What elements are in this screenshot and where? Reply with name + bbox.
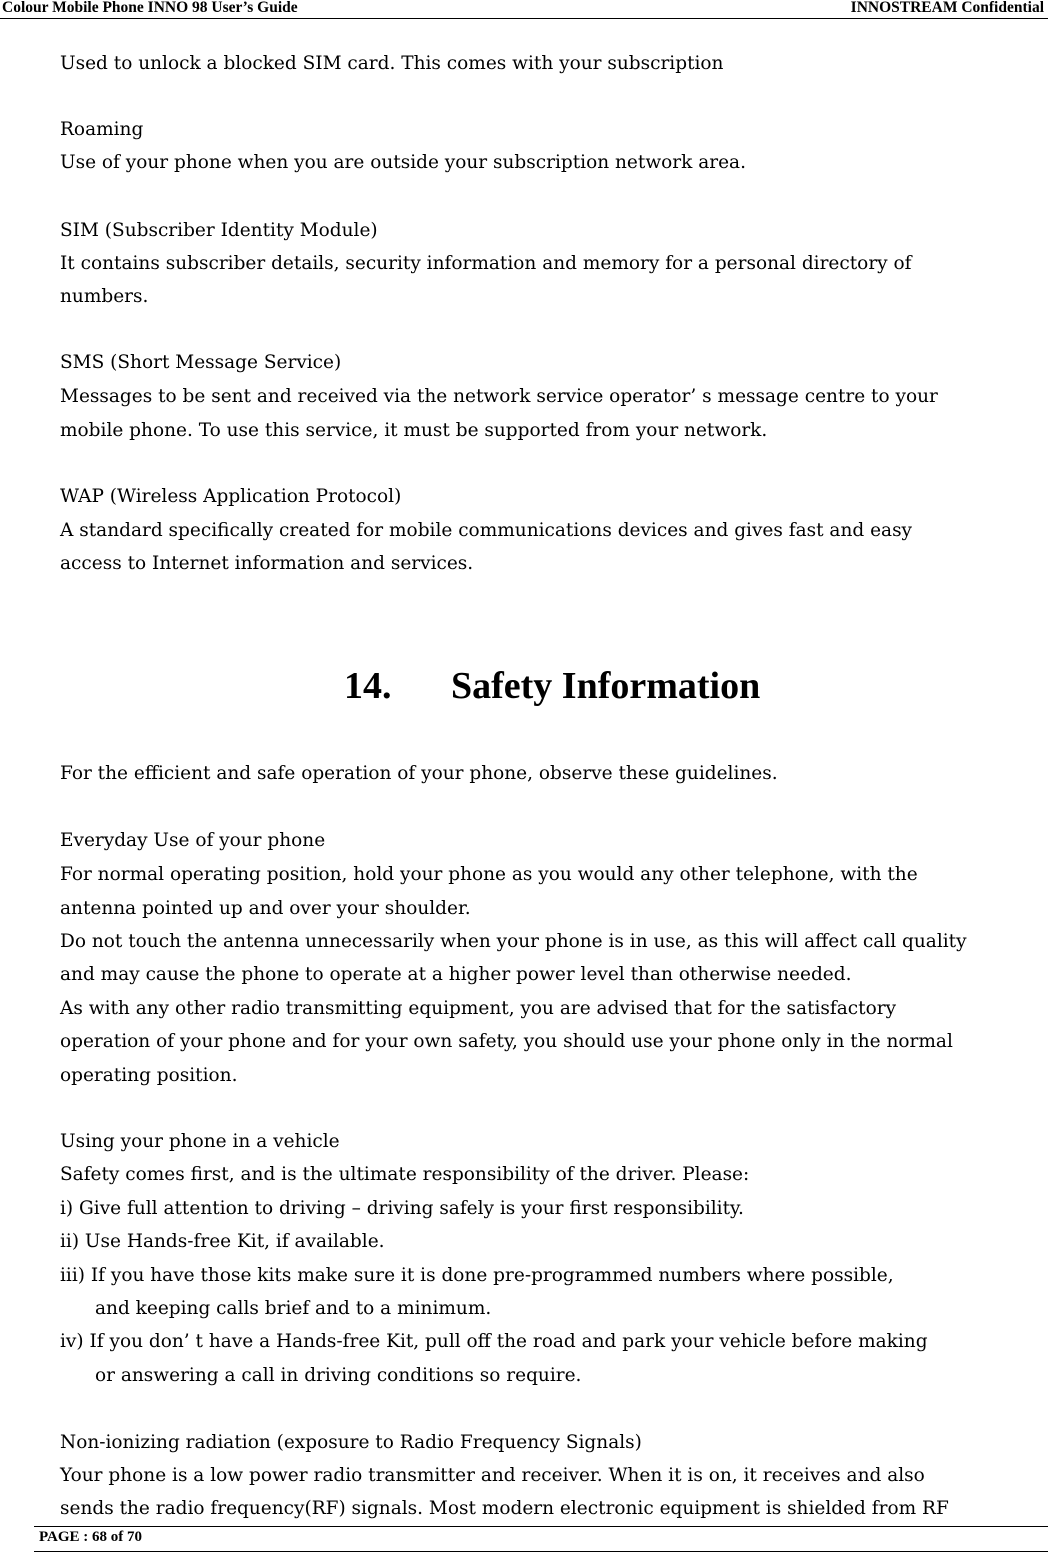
sim-description-line: numbers. xyxy=(60,286,149,307)
page-header xyxy=(0,0,1048,19)
section-intro: For the efficient and safe operation of your phone, observe these guidelines. xyxy=(60,763,778,784)
vehicle-line: iii) If you have those kits make sure it is done pre-programmed numbers where possible, xyxy=(60,1265,894,1286)
vehicle-title: Using your phone in a vehicle xyxy=(60,1131,340,1152)
everyday-line: operating position. xyxy=(60,1065,238,1086)
everyday-line: As with any other radio transmitting equipment, you are advised that for the satisfactory xyxy=(60,998,897,1019)
everyday-line: For normal operating position, hold your phone as you would any other telephone, with the xyxy=(60,864,918,885)
sim-term: SIM (Subscriber Identity Module) xyxy=(60,220,378,241)
section-title: Safety Information xyxy=(451,665,761,707)
everyday-line: Do not touch the antenna unnecessarily when your phone is in use, as this will affect call quality xyxy=(60,931,967,952)
puk-description: Used to unlock a blocked SIM card. This comes with your subscription xyxy=(60,53,724,74)
vehicle-line: ii) Use Hands-free Kit, if available. xyxy=(60,1231,385,1252)
vehicle-line: Safety comes first, and is the ultimate responsibility of the driver. Please: xyxy=(60,1164,750,1185)
radiation-line: sends the radio frequency(RF) signals. Most modern electronic equipment is shielded from RF xyxy=(60,1498,949,1519)
sms-term: SMS (Short Message Service) xyxy=(60,352,342,373)
everyday-line: antenna pointed up and over your shoulder. xyxy=(60,898,471,919)
section-heading xyxy=(0,664,1048,712)
sim-description-line: It contains subscriber details, security information and memory for a personal directory of xyxy=(60,253,912,274)
roaming-term: Roaming xyxy=(60,119,144,140)
page-footer xyxy=(34,1526,1048,1552)
section-number: 14. xyxy=(344,665,392,707)
everyday-title: Everyday Use of your phone xyxy=(60,830,326,851)
vehicle-line: or answering a call in driving conditions so require. xyxy=(95,1365,582,1386)
everyday-line: and may cause the phone to operate at a higher power level than otherwise needed. xyxy=(60,964,852,985)
wap-description-line: A standard specifically created for mobile communications devices and gives fast and easy xyxy=(60,520,913,541)
header-doc-title: Colour Mobile Phone INNO 98 User’s Guide xyxy=(2,0,298,16)
sms-description-line: Messages to be sent and received via the network service operator’ s message centre to your xyxy=(60,386,938,407)
radiation-title: Non-ionizing radiation (exposure to Radio Frequency Signals) xyxy=(60,1432,642,1453)
wap-description-line: access to Internet information and services. xyxy=(60,553,474,574)
everyday-line: operation of your phone and for your own safety, you should use your phone only in the normal xyxy=(60,1031,953,1052)
wap-term: WAP (Wireless Application Protocol) xyxy=(60,486,402,507)
sms-description-line: mobile phone. To use this service, it must be supported from your network. xyxy=(60,420,768,441)
vehicle-line: iv) If you don’ t have a Hands-free Kit, pull off the road and park your vehicle before making xyxy=(60,1331,928,1352)
vehicle-line: i) Give full attention to driving – driving safely is your first responsibility. xyxy=(60,1198,744,1219)
page-number: PAGE : 68 of 70 xyxy=(39,1529,143,1545)
roaming-description: Use of your phone when you are outside your subscription network area. xyxy=(60,152,746,173)
radiation-line: Your phone is a low power radio transmitter and receiver. When it is on, it receives and also xyxy=(60,1465,925,1486)
vehicle-line: and keeping calls brief and to a minimum. xyxy=(95,1298,492,1319)
header-confidential: INNOSTREAM Confidential xyxy=(850,0,1044,16)
